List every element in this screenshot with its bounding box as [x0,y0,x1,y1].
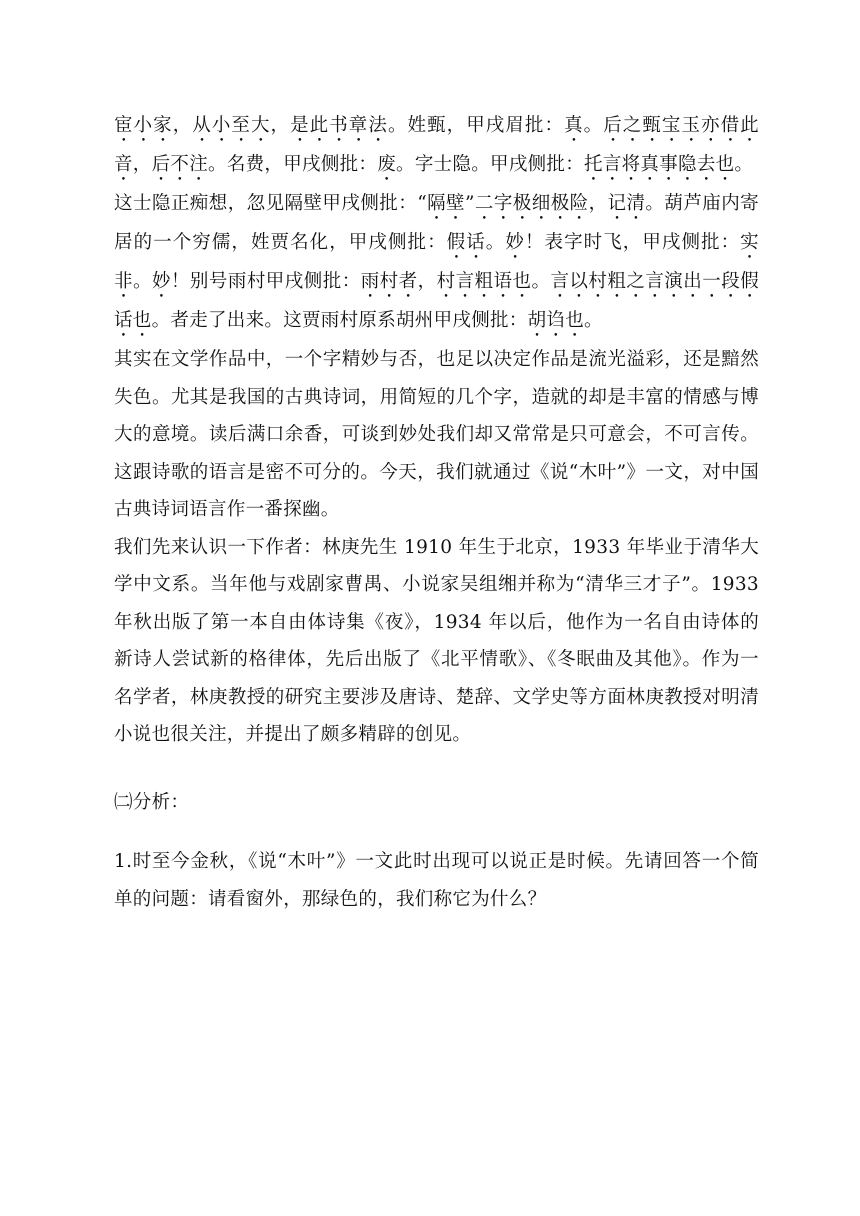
emphasized-comment-text: 宦小家，从小至大，是此书章法。 [114,115,408,136]
emphasized-comment-text: 胡诌也。 [527,310,603,331]
section-heading: ㈡分析： [114,791,190,813]
paragraph [114,529,759,754]
text-segment: 者走了出来。这贾雨村原系胡州甲戌侧批： [170,310,528,331]
emphasized-comment-text: 托言将真事隐去也。 [584,154,754,175]
emphasized-comment-text: 实非。妙！ [114,232,759,292]
question-paragraph: 1.时至今金秋，《说“木叶”》一文此时出现可以说正是时候。先请回答一个简单的问题：请看窗外，那绿色的，我们称它为什么？ [114,851,759,910]
text-segment: 字士隐。甲戌侧批： [414,154,585,175]
paragraph [114,341,759,529]
text-segment: 姓甄，甲戌眉批： [407,115,565,136]
text-segment: 表字时飞，甲戌侧批： [544,232,741,253]
paragraph [114,185,759,341]
emphasized-comment-text: 废。 [377,154,415,175]
emphasized-comment-text: “隔壁”二字极细极险，记清。 [417,193,665,214]
body-text [114,107,759,754]
paragraph [114,107,759,185]
text-segment: 葫芦庙内寄居的一个穷儒，姓贾名化，甲戌侧批： [114,193,759,253]
text-segment: 其实在文学作品中，一个字精妙与否，也足以决定作品是流光溢彩，还是黯然失色。尤其是我国的古典诗词，用简短的几个字，造就的却是丰富的情感与博大的意境。读后满口余香，可谈到妙处我们却又常常是只可意会，不可言传。这跟诗歌的语言是密不可分的。今天，我们就通过《说“木叶”》一文，对中国古典诗词语言作一番探幽。 [114,349,759,520]
text-segment: 我们先来认识一下作者：林庚先生 1910 年生于北京，1933 年毕业于清华大学中文系。当年他与戏剧家曹禺、小说家吴组缃并称为“清华三才子”。1933 年秋出版了第一本自由体诗集《夜》，1934 年以后，他作为一名自由诗体的新诗人尝试新的格律体，先后出版了《北平情歌》、《冬眠曲及其他》。作为一名学者，林庚教授的研究主要涉及唐诗、楚辞、文学史等方面林庚教授对明清小说也很关注，并提出了颇多精辟的创见。 [114,536,759,745]
document-page [114,107,759,918]
text-segment: 这士隐正痴想，忽见隔壁甲戌侧批： [114,193,418,214]
emphasized-comment-text: 雨村者，村言粗语也。言以村粗之言演出一段假话也。 [114,271,759,331]
text-segment: 名费，甲戌侧批： [226,154,378,175]
text-segment: 别号雨村甲戌侧批： [189,271,361,292]
emphasized-comment-text: 真。后之甄宝玉亦借此音，后不注。 [114,115,759,175]
emphasized-comment-text: 假话。妙！ [446,232,545,253]
